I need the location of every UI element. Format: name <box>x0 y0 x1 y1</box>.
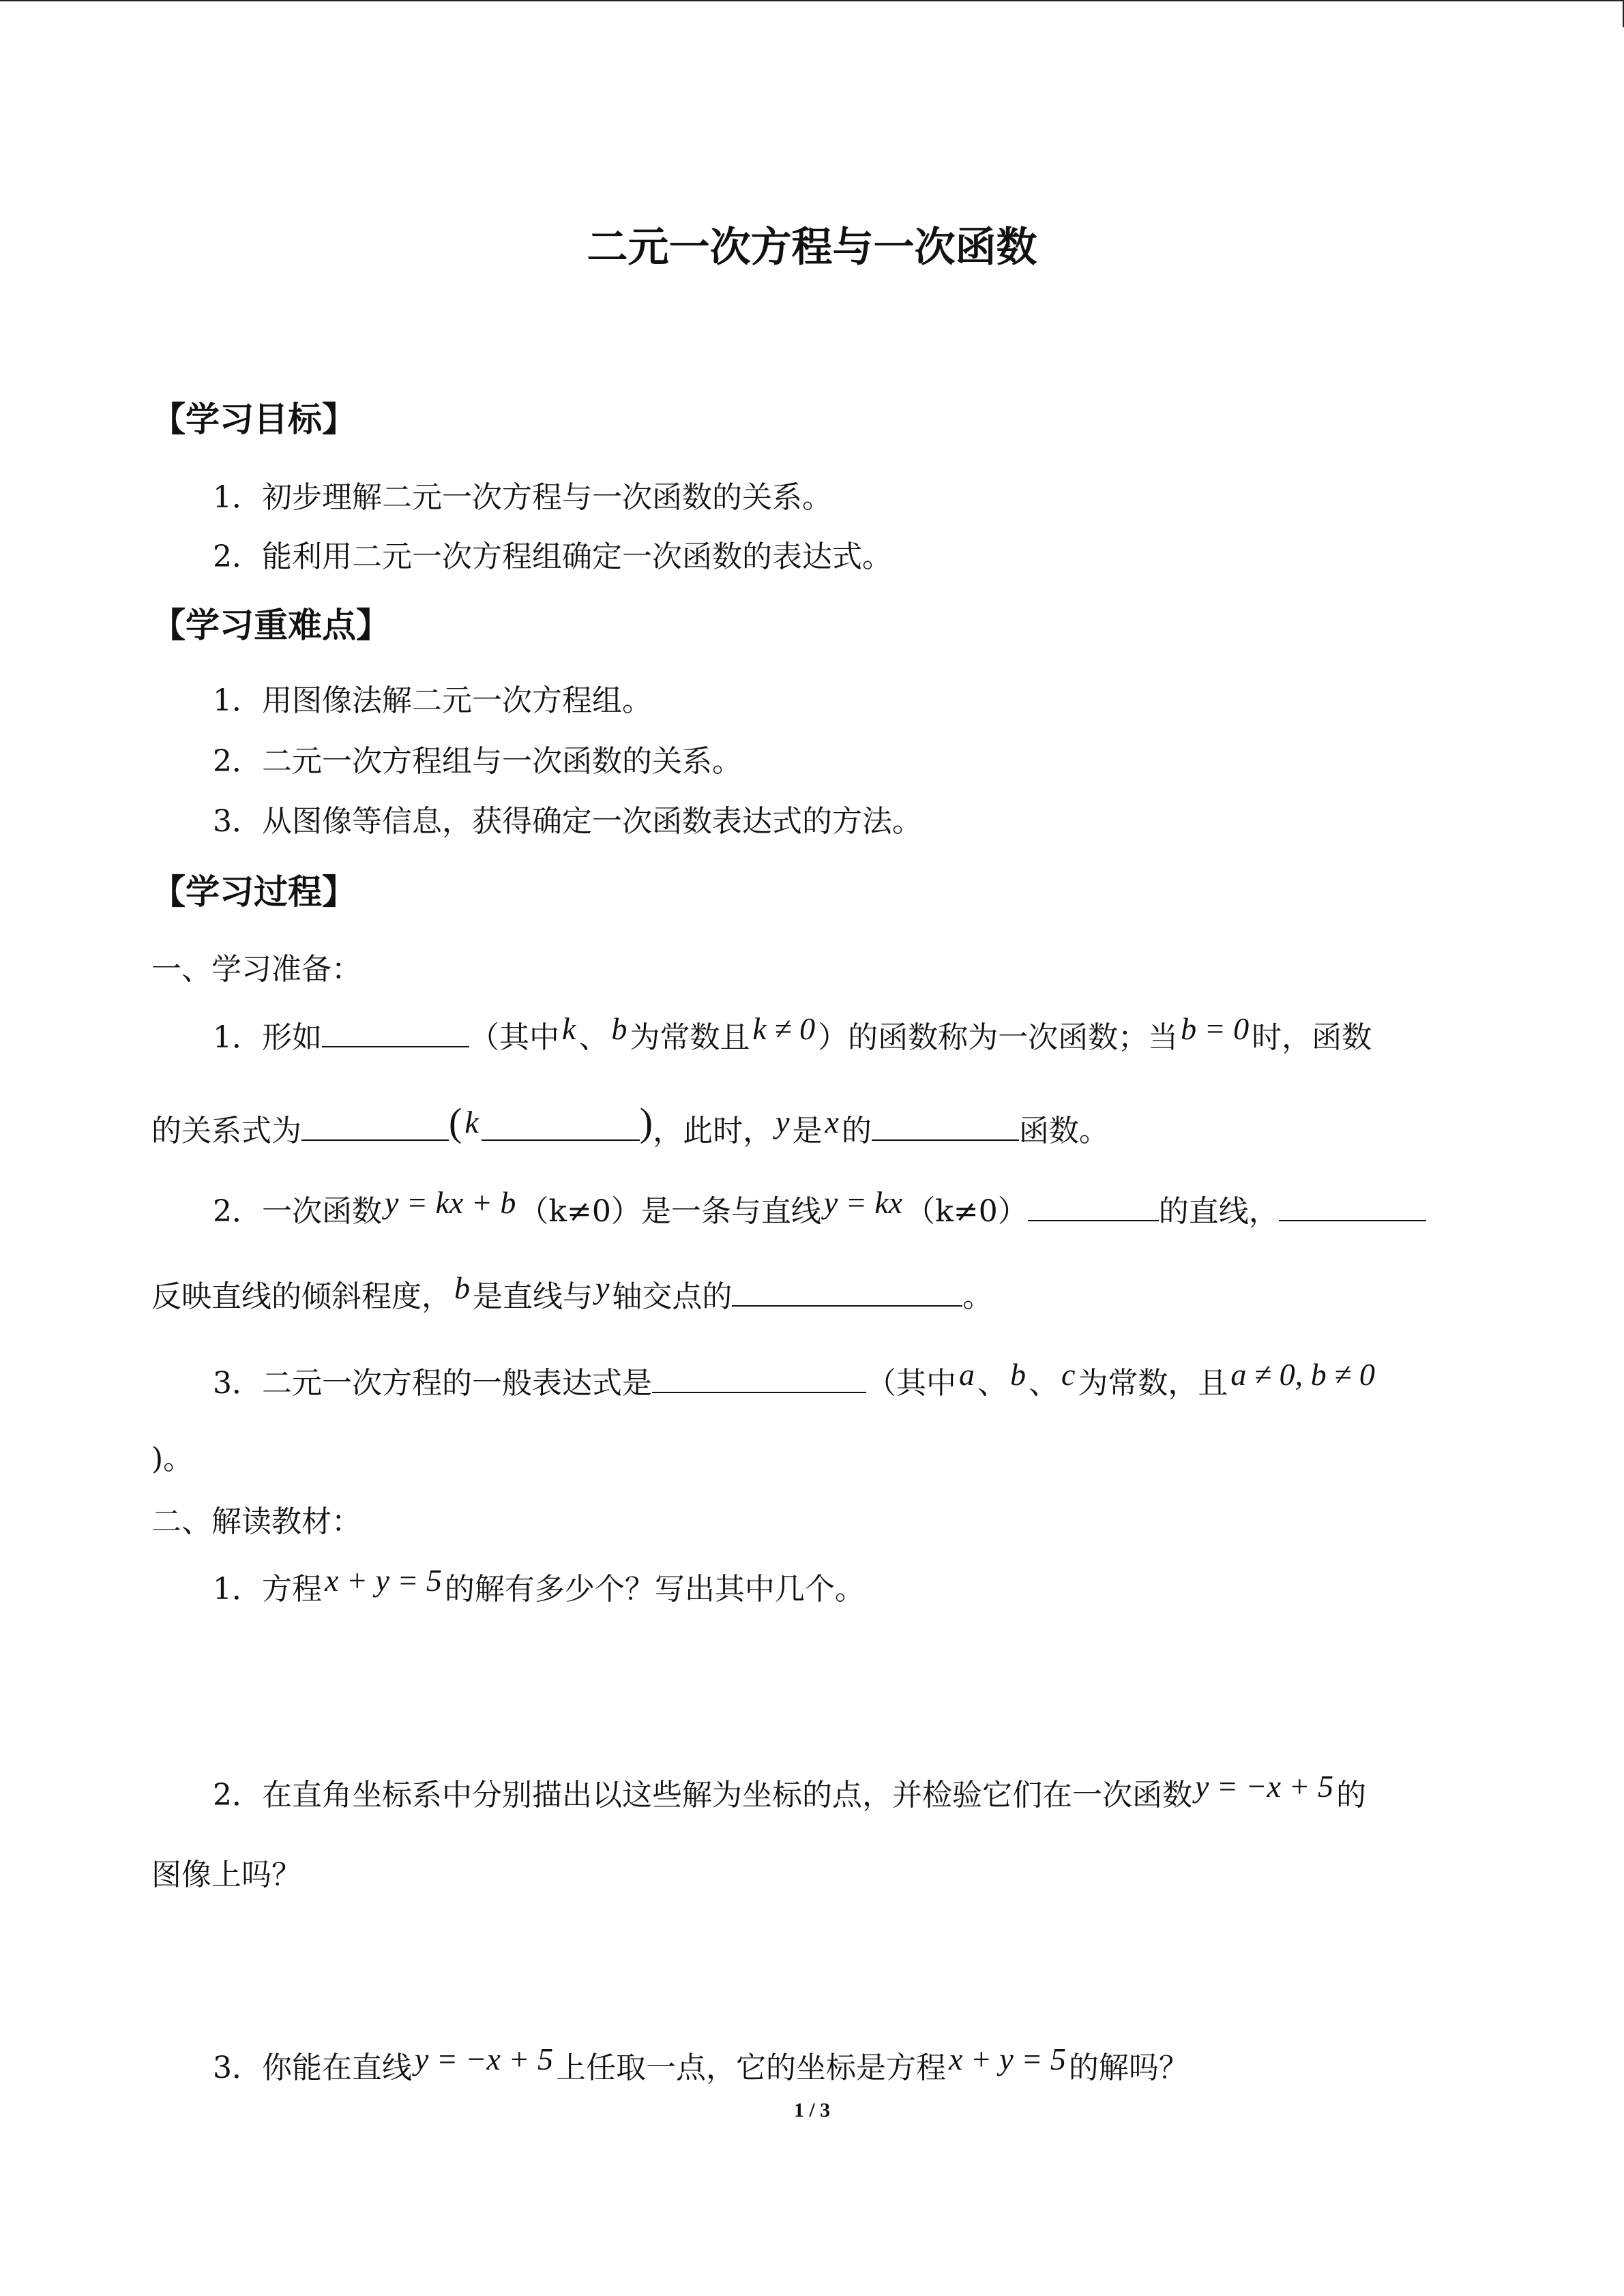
key-point-3: 3．从图像等信息，获得确定一次函数表达式的方法。 <box>213 804 922 839</box>
answer-blank[interactable] <box>1279 1190 1426 1221</box>
section-process: 【学习过程】 <box>151 872 356 912</box>
answer-blank[interactable] <box>482 1109 640 1141</box>
answer-blank[interactable] <box>322 1016 469 1047</box>
math-k-ne-0: k ≠ 0 <box>752 1011 816 1046</box>
goal-2: 2．能利用二元一次方程组确定一次函数的表达式。 <box>213 539 892 574</box>
math-a-b-ne-0: a ≠ 0, b ≠ 0 <box>1230 1357 1375 1392</box>
math-x-plus-y-5: x + y = 5 <box>325 1563 442 1598</box>
math-b: b <box>1010 1357 1026 1392</box>
text: 反映直线的倾斜程度， <box>151 1279 452 1314</box>
key-point-2: 2．二元一次方程组与一次函数的关系。 <box>213 744 742 779</box>
text: 3．你能在直线 <box>213 2051 412 2085</box>
answer-blank[interactable] <box>1028 1190 1159 1221</box>
key-point-1: 1．用图像法解二元一次方程组。 <box>213 683 652 718</box>
math-c: c <box>1061 1357 1076 1392</box>
part1-q1-line1 <box>213 1011 1372 1058</box>
goal-1: 1．初步理解二元一次方程与一次函数的关系。 <box>213 480 832 515</box>
text: 2．在直角坐标系中分别描出以这些解为坐标的点，并检验它们在一次函数 <box>213 1778 1192 1813</box>
text: 3．二元一次方程的一般表达式是 <box>213 1366 652 1401</box>
math-y-kx: y = kx <box>823 1185 903 1220</box>
math-y-negx-5: y = −x + 5 <box>415 2042 553 2076</box>
part1-heading: 一、学习准备： <box>151 952 361 987</box>
math-b: b <box>454 1270 470 1305</box>
text: 时，函数 <box>1252 1020 1372 1055</box>
text: 是 <box>792 1114 823 1148</box>
part1-q1-line2 <box>151 1100 1109 1152</box>
text: 、 <box>977 1366 1007 1401</box>
text: （其中 <box>469 1020 559 1055</box>
text: （k≠0）是一条与直线 <box>518 1194 821 1229</box>
text: 、 <box>578 1020 609 1055</box>
text: 函数。 <box>1018 1114 1109 1148</box>
text: 、 <box>1029 1366 1059 1401</box>
answer-blank[interactable] <box>872 1109 1019 1141</box>
math-y: y <box>776 1105 790 1139</box>
math-b-eq-0: b = 0 <box>1181 1011 1250 1046</box>
text: 为常数且 <box>630 1020 750 1055</box>
text: 轴交点的 <box>612 1279 733 1314</box>
paren-close: ) <box>639 1100 653 1144</box>
part2-q2-line1 <box>213 1769 1366 1816</box>
paren-open: ( <box>449 1100 462 1144</box>
math-k: k <box>562 1011 576 1046</box>
text: 为常数，且 <box>1078 1366 1228 1401</box>
math-x: x <box>825 1105 839 1139</box>
math-b: b <box>611 1011 628 1046</box>
math-a: a <box>959 1357 975 1392</box>
text: 的解有多少个？写出其中几个。 <box>444 1572 865 1607</box>
text: 1．方程 <box>213 1572 322 1607</box>
page-top-border <box>0 0 1623 1</box>
text: 2．一次函数 <box>213 1194 382 1229</box>
page-number: 1 / 3 <box>793 2099 831 2121</box>
math-x-plus-y-5: x + y = 5 <box>948 2042 1066 2076</box>
text: 的关系式为 <box>151 1114 301 1148</box>
math-y-kx-b: y = kx + b <box>385 1185 516 1220</box>
text: （其中 <box>866 1366 956 1401</box>
text: （k≠0） <box>905 1194 1028 1229</box>
math-y-negx-5: y = −x + 5 <box>1195 1769 1333 1804</box>
text: 。 <box>962 1279 993 1314</box>
answer-blank[interactable] <box>732 1275 962 1307</box>
math-k: k <box>464 1105 479 1139</box>
section-goals: 【学习目标】 <box>151 400 356 439</box>
text: 1．形如 <box>213 1020 322 1055</box>
page-title: 二元一次方程与一次函数 <box>587 224 1037 271</box>
section-key-points: 【学习重难点】 <box>151 606 390 645</box>
part1-q3-line2: )。 <box>151 1442 194 1476</box>
text: 的直线， <box>1158 1194 1279 1229</box>
text: 的 <box>1335 1778 1366 1813</box>
text: ，此时， <box>653 1114 773 1148</box>
part2-q3 <box>213 2042 1189 2089</box>
text: 上任取一点，它的坐标是方程 <box>555 2051 946 2085</box>
part2-q2-line2: 图像上吗？ <box>151 1858 301 1892</box>
answer-blank[interactable] <box>652 1362 866 1393</box>
part2-heading: 二、解读教材： <box>151 1504 361 1539</box>
part1-q2-line2 <box>151 1270 993 1317</box>
part1-q2-line1 <box>213 1185 1426 1232</box>
text: 的解吗？ <box>1068 2051 1189 2085</box>
math-y: y <box>595 1270 610 1305</box>
text: 的 <box>841 1114 872 1148</box>
part1-q3-line1 <box>213 1357 1378 1404</box>
text: ）的函数称为一次函数；当 <box>818 1020 1179 1055</box>
text: 是直线与 <box>473 1279 593 1314</box>
part2-q1 <box>213 1563 865 1610</box>
answer-blank[interactable] <box>301 1109 449 1141</box>
